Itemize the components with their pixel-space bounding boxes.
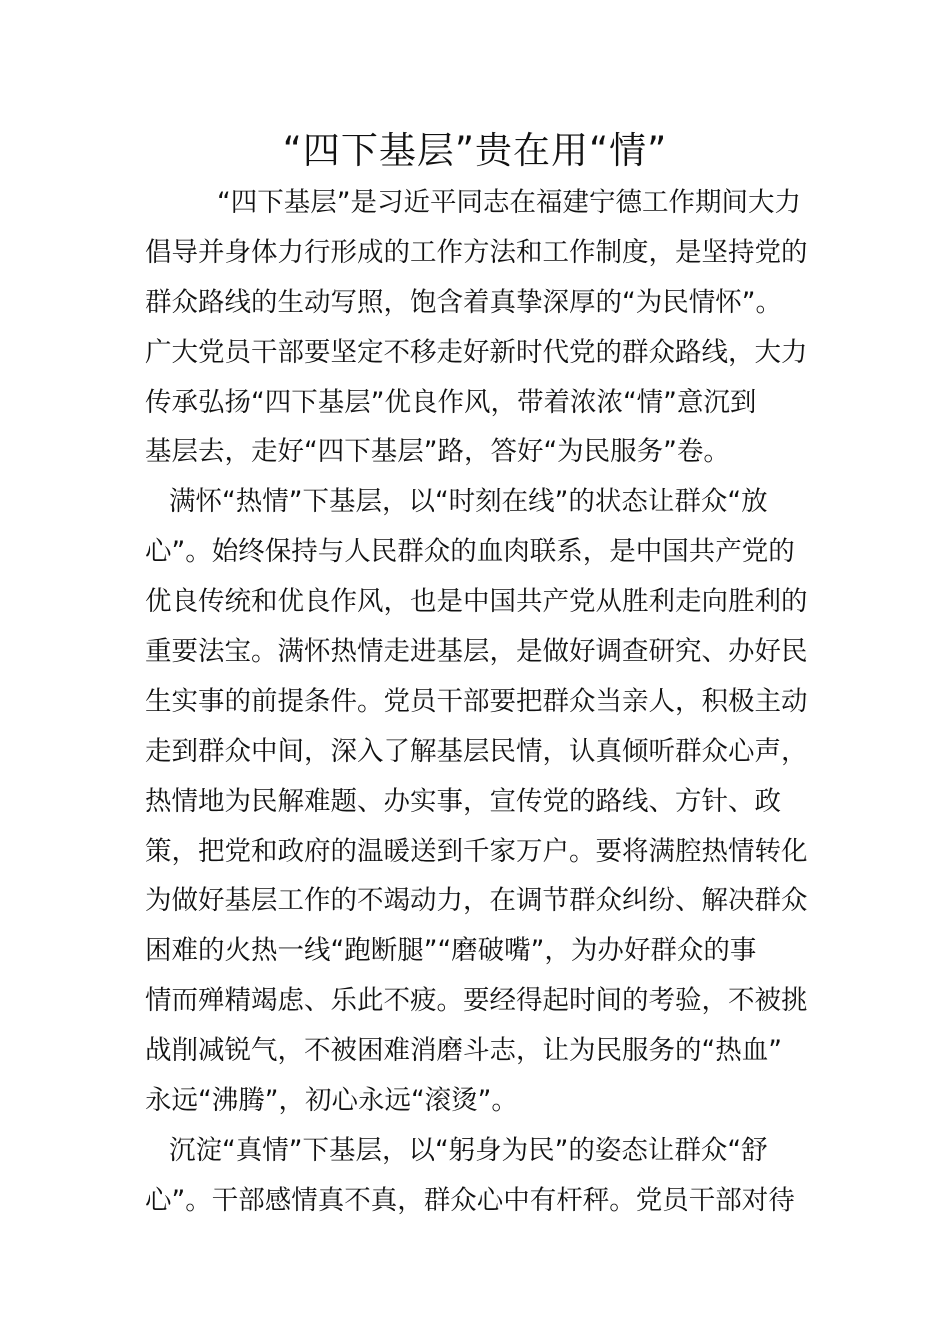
text-line: 战削减锐气，不被困难消磨斗志，让为民服务的“热血”: [145, 1035, 782, 1067]
text-line: 情而殚精竭虑、乐此不疲。要经得起时间的考验，不被挑: [145, 985, 808, 1017]
text-line: 群众路线的生动写照，饱含着真挚深厚的“为民情怀”。: [145, 286, 782, 318]
text-line: 为做好基层工作的不竭动力，在调节群众纠纷、解决群众: [145, 885, 808, 917]
text-line: 基层去，走好“四下基层”路，答好“为民服务”卷。: [145, 436, 730, 468]
text-line: 心”。干部感情真不真，群众心中有杆秤。党员干部对待: [145, 1184, 795, 1216]
text-line: 优良传统和优良作风，也是中国共产党从胜利走向胜利的: [145, 586, 808, 618]
text-line: 沉淀“真情”下基层，以“躬身为民”的姿态让群众“舒: [169, 1134, 768, 1166]
text-line: 广大党员干部要坚定不移走好新时代党的群众路线，大力: [145, 336, 808, 368]
text-line: 生实事的前提条件。党员干部要把群众当亲人，积极主动: [145, 685, 808, 717]
text-line: 走到群众中间，深入了解基层民情，认真倾听群众心声，: [145, 735, 808, 767]
document-title: “四下基层”贵在用“情”: [282, 129, 668, 172]
text-line: “四下基层”是习近平同志在福建宁德工作期间大力: [217, 187, 801, 218]
text-line: 重要法宝。满怀热情走进基层，是做好调查研究、办好民: [145, 636, 808, 668]
text-line: 永远“沸腾”，初心永远“滚烫”。: [145, 1085, 518, 1117]
text-line: 心”。始终保持与人民群众的血肉联系，是中国共产党的: [145, 536, 795, 568]
text-line: 困难的火热一线“跑断腿”“磨破嘴”，为办好群众的事: [145, 935, 757, 967]
text-line: 倡导并身体力行形成的工作方法和工作制度，是坚持党的: [145, 236, 808, 268]
document-body: [145, 178, 815, 1226]
text-line: 传承弘扬“四下基层”优良作风，带着浓浓“情”意沉到: [145, 386, 757, 418]
text-line: 策，把党和政府的温暖送到千家万户。要将满腔热情转化: [145, 835, 808, 867]
text-line: 满怀“热情”下基层，以“时刻在线”的状态让群众“放: [169, 486, 768, 518]
text-line: 热情地为民解难题、办实事，宣传党的路线、方针、政: [145, 785, 781, 817]
